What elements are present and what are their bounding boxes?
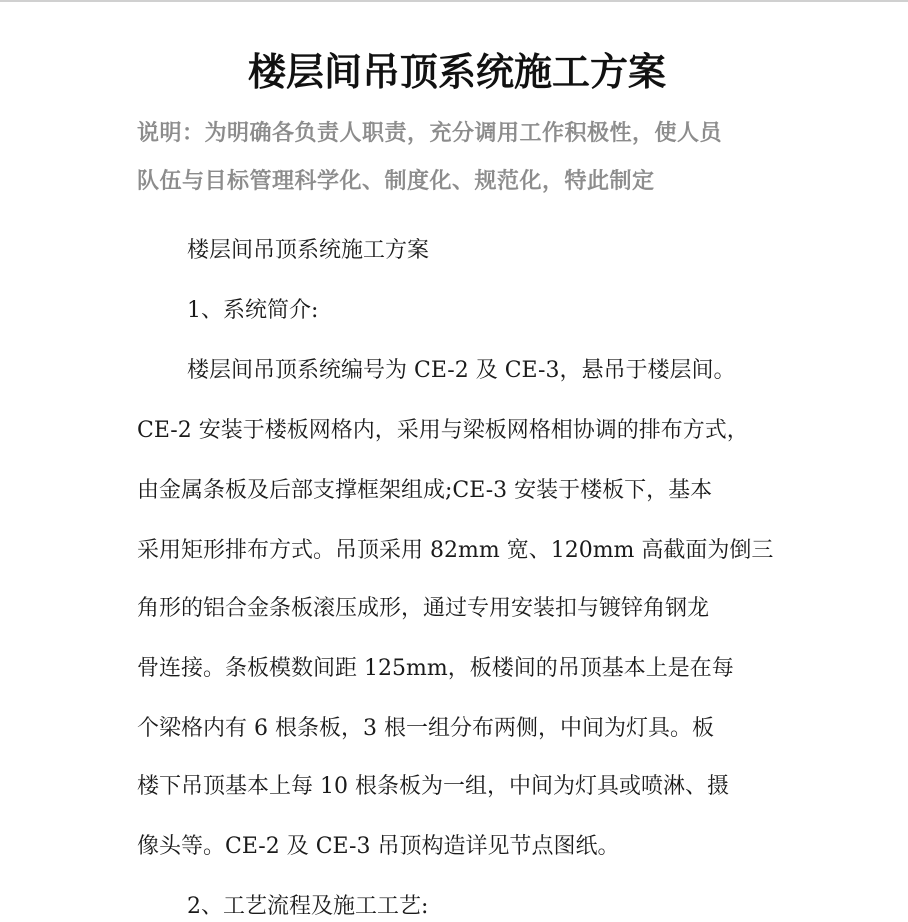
document-note [137, 110, 777, 206]
body-line: 骨连接。条板模数间距 125mm，板楼间的吊顶基本上是在每 [137, 656, 734, 681]
body-line: 角形的铝合金条板滚压成形，通过专用安装扣与镀锌角钢龙 [137, 596, 710, 621]
body-line: 由金属条板及后部支撑框架组成;CE-3 安装于楼板下，基本 [137, 478, 713, 503]
body-line: 采用矩形排布方式。吊顶采用 82mm 宽、120mm 高截面为倒三 [137, 538, 774, 563]
body-line: 像头等。CE-2 及 CE-3 吊顶构造详见节点图纸。 [137, 834, 620, 859]
note-line: 队伍与目标管理科学化、制度化、规范化，特此制定 [137, 169, 655, 194]
document-subtitle: 楼层间吊顶系统施工方案 [187, 238, 430, 263]
body-line: 楼下吊顶基本上每 10 根条板为一组，中间为灯具或喷淋、摄 [137, 774, 729, 799]
section-1-heading: 1、系统简介: [187, 298, 319, 323]
top-border [0, 0, 908, 2]
body-line: 楼层间吊顶系统编号为 CE-2 及 CE-3，悬吊于楼层间。 [187, 358, 736, 383]
body-line: CE-2 安装于楼板网格内，采用与梁板网格相协调的排布方式， [137, 418, 749, 443]
body-line: 个梁格内有 6 根条板，3 根一组分布两侧，中间为灯具。板 [137, 716, 714, 741]
section-2-heading: 2、工艺流程及施工工艺: [187, 894, 429, 919]
document-title: 楼层间吊顶系统施工方案 [247, 49, 666, 94]
note-line: 说明：为明确各负责人职责，充分调用工作积极性，使人员 [137, 121, 723, 146]
